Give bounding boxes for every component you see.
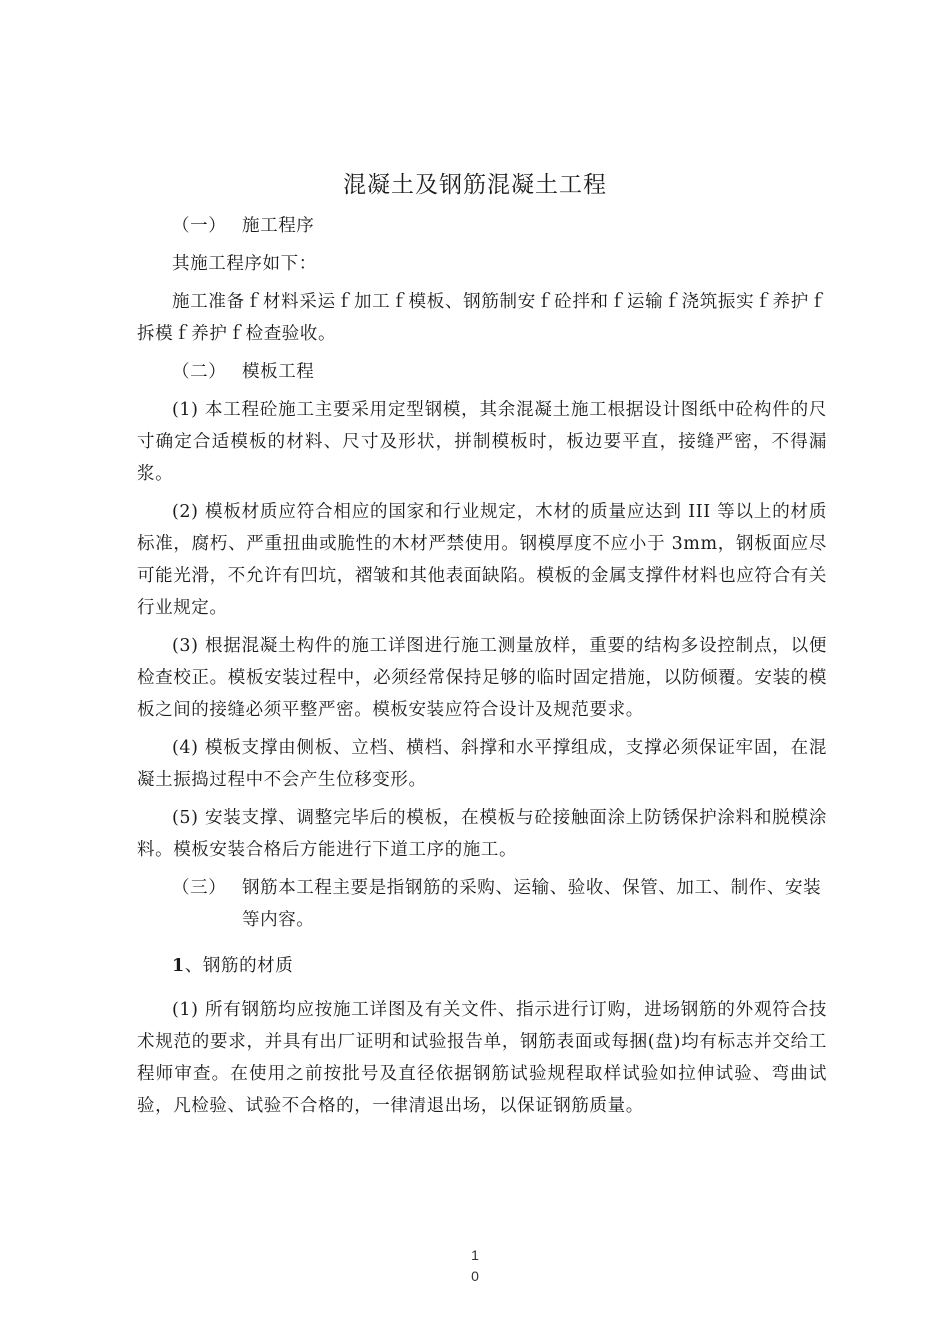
section-label: 模板工程	[242, 362, 315, 382]
section-heading-2	[137, 356, 827, 388]
procedure-paragraph: 施工准备ｆ材料采运ｆ加工ｆ模板、钢筋制安ｆ砼拌和ｆ运输ｆ浇筑振实ｆ养护ｆ拆模ｆ养护ｆ检查验收。	[137, 292, 827, 344]
paragraph-1: (1) 本工程砼施工主要采用定型钢模，其余混凝土施工根据设计图纸中砼构件的尺寸确定合适模板的材料、尺寸及形状，拼制模板时，板边要平直，接缝严密，不得漏浆。	[137, 400, 827, 484]
paragraph-5: (5) 安装支撑、调整完毕后的模板，在模板与砼接触面涂上防锈保护涂料和脱模涂料。模板安装合格后方能进行下道工序的施工。	[137, 808, 827, 860]
section-label: 钢筋本工程主要是指钢筋的采购、运输、验收、保管、加工、制作、安装等内容。	[242, 878, 822, 930]
page-number-line-1: 1	[471, 1247, 479, 1263]
paragraph-4: (4) 模板支撑由侧板、立档、横档、斜撑和水平撑组成，支撑必须保证牢固，在混凝土振捣过程中不会产生位移变形。	[137, 738, 827, 790]
section-heading-1	[137, 210, 827, 242]
subsection-number: 1	[172, 956, 185, 976]
section-number: （二）	[172, 362, 227, 382]
section-heading-3	[137, 872, 827, 936]
section-label: 施工程序	[242, 216, 315, 236]
page-number	[0, 1245, 950, 1287]
paragraph-6: (1) 所有钢筋均应按施工详图及有关文件、指示进行订购，进场钢筋的外观符合技术规范的要求，并具有出厂证明和试验报告单，钢筋表面或每捆(盘)均有标志并交给工程师审查。在使用之前按批号及直径依据钢筋试验规程取样试验如拉伸试验、弯曲试验，凡检验、试验不合格的，一律清退出场，以保证钢筋质量。	[137, 1000, 827, 1116]
section-number: （三）	[172, 878, 227, 898]
document-title: 混凝土及钢筋混凝土工程	[343, 172, 607, 198]
paragraph-3: (3) 根据混凝土构件的施工详图进行施工测量放样，重要的结构多设控制点，以便检查校正。模板安装过程中，必须经常保持足够的临时固定措施，以防倾覆。安装的模板之间的接缝必须平整严密。模板安装应符合设计及规范要求。	[137, 636, 827, 720]
intro-paragraph: 其施工程序如下：	[172, 254, 317, 274]
page-number-line-2: 0	[471, 1268, 479, 1284]
section-number: （一）	[172, 216, 227, 236]
subsection-label: 、钢筋的材质	[184, 956, 294, 976]
subsection-heading-1	[137, 950, 827, 982]
document-body	[137, 210, 827, 1128]
paragraph-2: (2) 模板材质应符合相应的国家和行业规定，木材的质量应达到 III 等以上的材质标准，腐朽、严重扭曲或脆性的木材严禁使用。钢模厚度不应小于 3mm，钢板面应尽可能光滑，不允许有凹坑，褶皱和其他表面缺陷。模板的金属支撑件材料也应符合有关行业规定。	[137, 502, 827, 618]
